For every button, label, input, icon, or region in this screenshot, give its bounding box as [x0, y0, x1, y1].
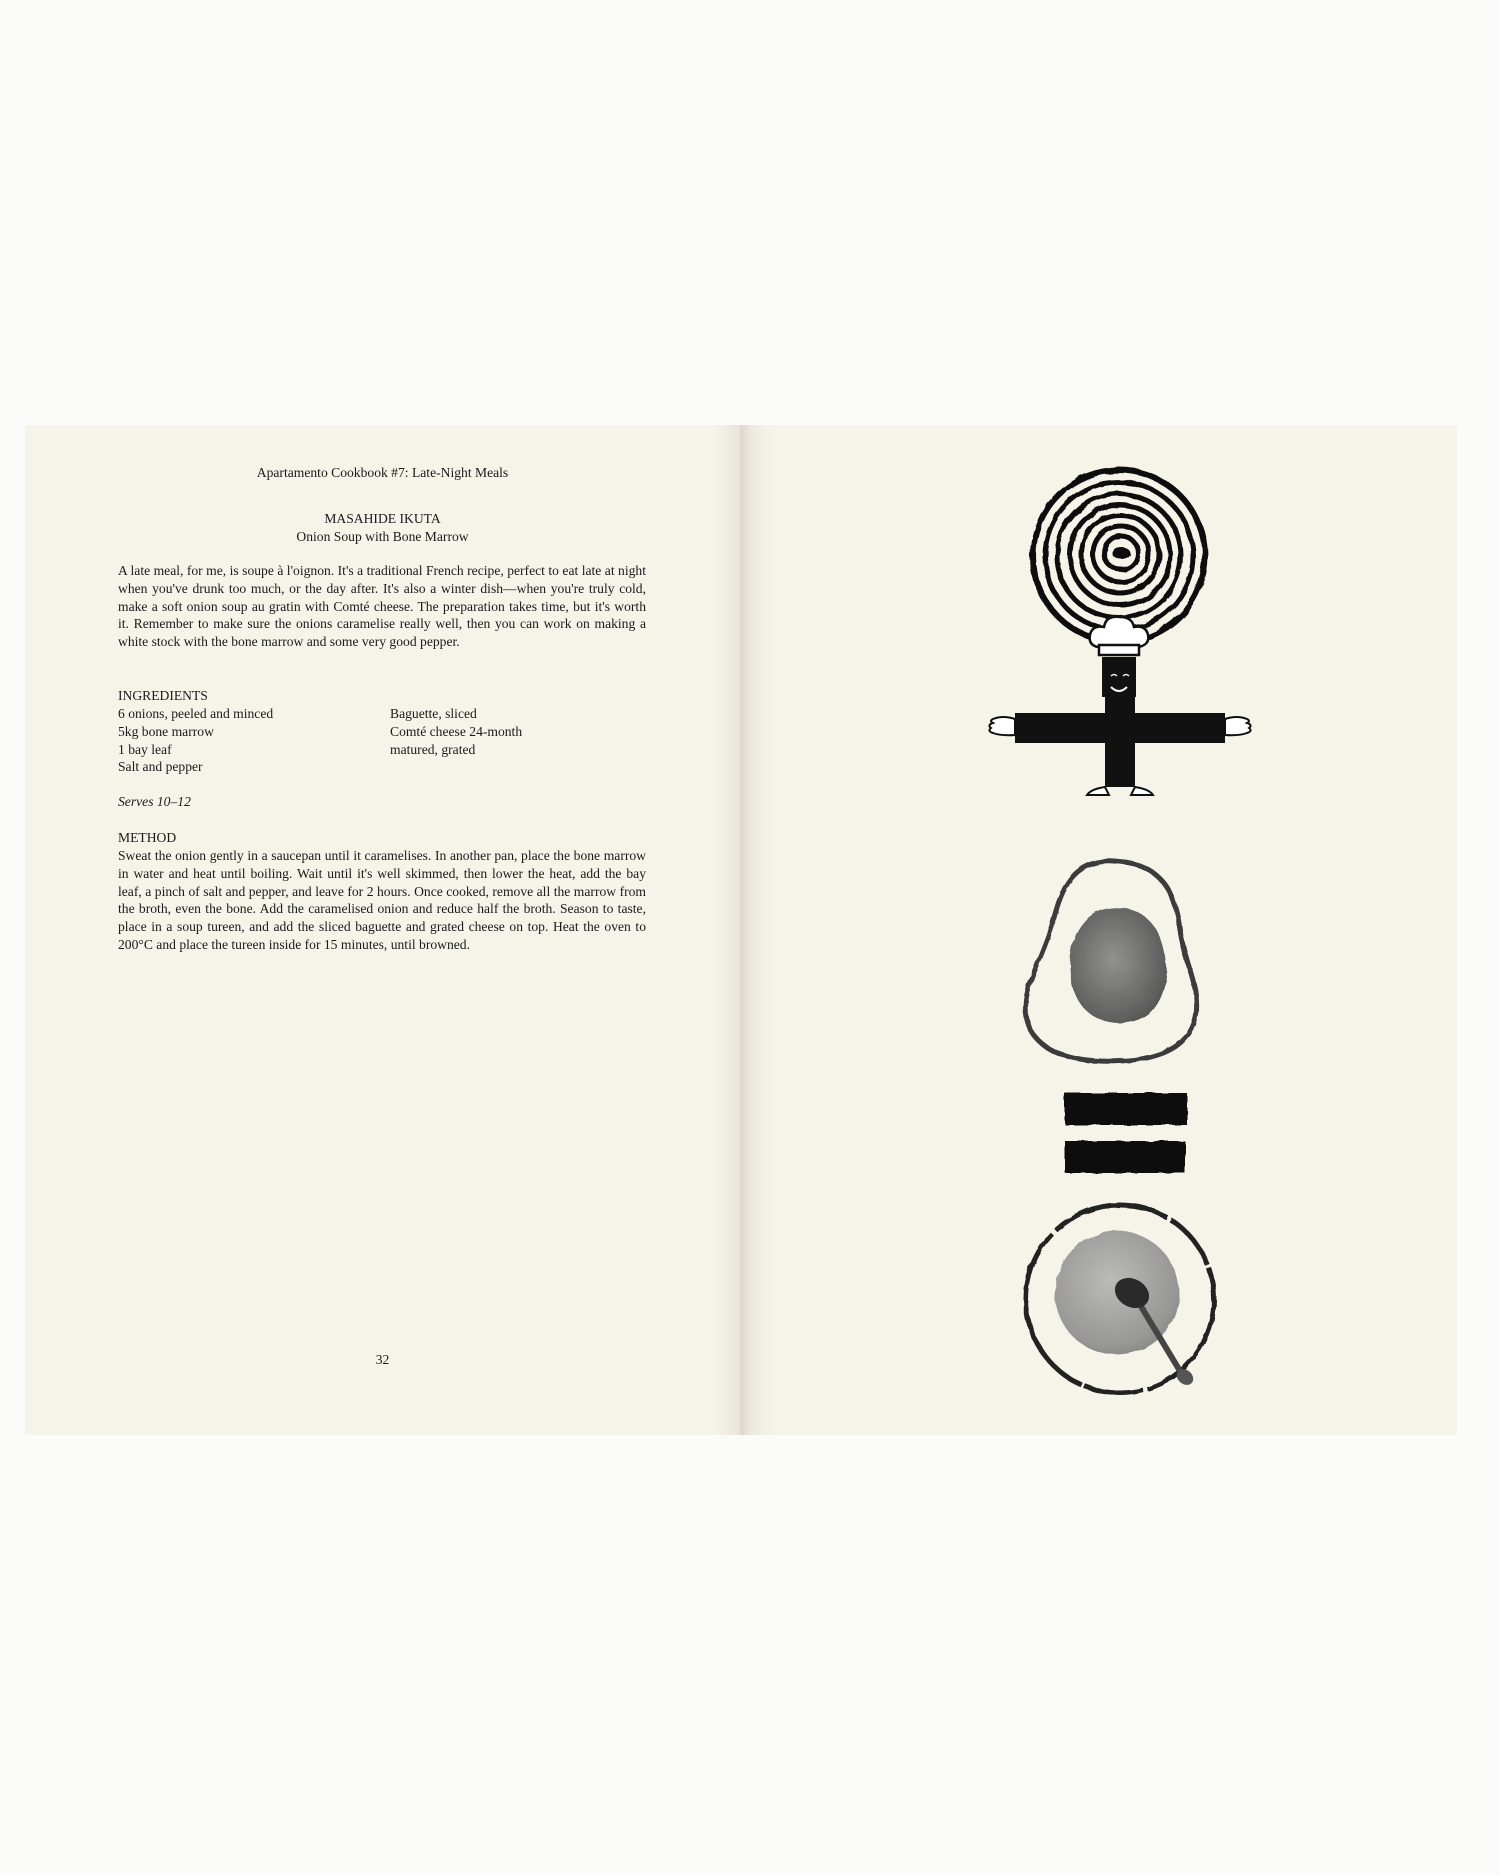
illustration-column	[740, 425, 1457, 1435]
gutter-shadow	[715, 425, 740, 1435]
recipe-title: Onion Soup with Bone Marrow	[296, 528, 469, 544]
method-paragraph: Sweat the onion gently in a saucepan until it caramelises. In another pan, place the bone marrow in water and heat until boiling. Wait until it's well skimmed, then lower the heat, add the bay leaf, a pinch of salt and pepper, and leave for 2 hours. Once cooked, remove all the marrow from the broth, even the bone. Add the caramelised onion and reduce half the broth. Season to taste, place in a soup tureen, and add the sliced baguette and grated cheese on top. Heat the oven to 200°C and place the tureen inside for 15 minutes, until browned.	[118, 848, 646, 952]
chef-icon	[989, 617, 1250, 795]
ingredients-column-2	[390, 705, 522, 758]
ingredients-column-1	[118, 705, 273, 776]
ingredient-item: matured, grated	[390, 741, 476, 757]
intro-paragraph: A late meal, for me, is soupe à l'oignon. It's a traditional French recipe, perfect to eat late at night when you've drunk too much, or the day after. It's also a winter dish—when you're truly cold, make a soft onion soup au gratin with Comté cheese. The preparation takes time, but it's worth it. Remember to make sure the onions caramelise really well, then you can work on making a white stock with the bone marrow and some very good pepper.	[118, 563, 646, 650]
book-spread	[25, 425, 1457, 1435]
ingredient-item: Salt and pepper	[118, 759, 203, 775]
equals-icon	[1065, 1093, 1187, 1173]
ingredient-item: 1 bay leaf	[118, 741, 172, 757]
ingredient-item: 6 onions, peeled and minced	[118, 706, 274, 721]
serves-note: Serves 10–12	[118, 794, 191, 809]
ingredient-item: Comté cheese 24-month	[390, 723, 523, 739]
right-page	[740, 425, 1457, 1435]
ingredients-heading: INGREDIENTS	[118, 688, 208, 703]
ingredient-item: Baguette, sliced	[390, 706, 477, 721]
recipe-header	[25, 510, 740, 546]
soup-bowl-icon	[1026, 1205, 1214, 1393]
running-head: Apartamento Cookbook #7: Late-Night Meals	[256, 465, 509, 480]
ingredient-item: 5kg bone marrow	[118, 723, 214, 739]
page-number: 32	[375, 1352, 390, 1367]
author-name: MASAHIDE IKUTA	[324, 511, 441, 526]
avocado-icon	[1026, 861, 1197, 1061]
method-heading: METHOD	[118, 830, 177, 845]
left-page	[25, 425, 740, 1435]
